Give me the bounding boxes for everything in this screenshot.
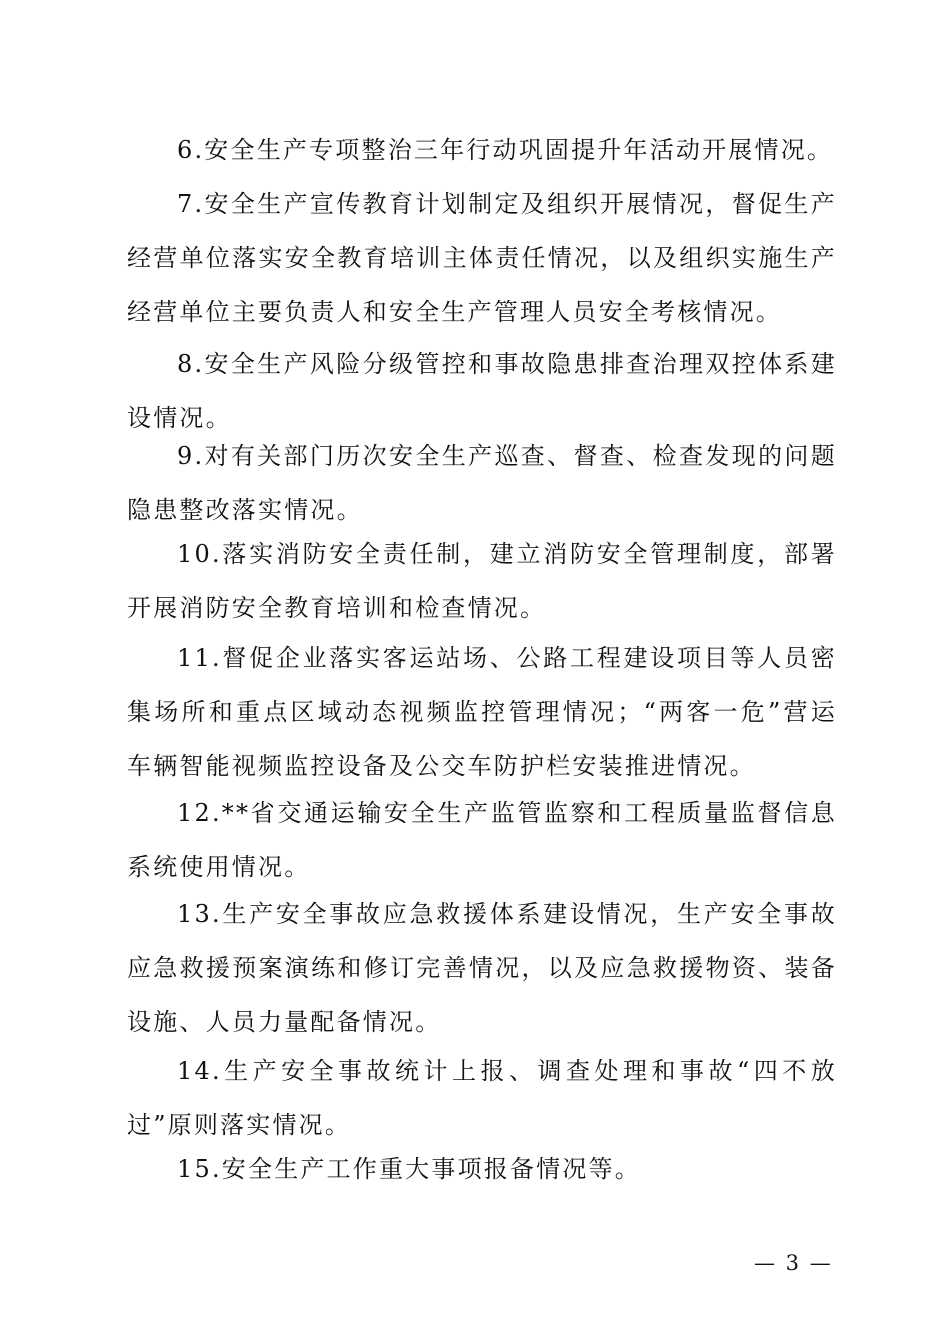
paragraph-item-8: 8.安全生产风险分级管控和事故隐患排查治理双控体系建设情况。 <box>127 350 837 432</box>
paragraph-item-9: 9.对有关部门历次安全生产巡查、督查、检查发现的问题隐患整改落实情况。 <box>127 442 837 524</box>
paragraph-item-14: 14.生产安全事故统计上报、调查处理和事故“四不放过”原则落实情况。 <box>127 1057 837 1139</box>
page-number: — 3 — <box>754 1251 833 1275</box>
paragraph-item-11: 11.督促企业落实客运站场、公路工程建设项目等人员密集场所和重点区域动态视频监控管理情况；“两客一危”营运车辆智能视频监控设备及公交车防护栏安装推进情况。 <box>127 644 837 780</box>
paragraph-item-12: 12.**省交通运输安全生产监管监察和工程质量监督信息系统使用情况。 <box>127 799 837 881</box>
paragraph-item-15: 15.安全生产工作重大事项报备情况等。 <box>177 1155 641 1183</box>
paragraph-item-10: 10.落实消防安全责任制，建立消防安全管理制度，部署开展消防安全教育培训和检查情况。 <box>127 540 837 622</box>
paragraph-item-13: 13.生产安全事故应急救援体系建设情况，生产安全事故应急救援预案演练和修订完善情况，以及应急救援物资、装备设施、人员力量配备情况。 <box>127 900 837 1036</box>
paragraph-item-7: 7.安全生产宣传教育计划制定及组织开展情况，督促生产经营单位落实安全教育培训主体责任情况，以及组织实施生产经营单位主要负责人和安全生产管理人员安全考核情况。 <box>127 190 837 326</box>
paragraph-item-6: 6.安全生产专项整治三年行动巩固提升年活动开展情况。 <box>177 136 834 164</box>
